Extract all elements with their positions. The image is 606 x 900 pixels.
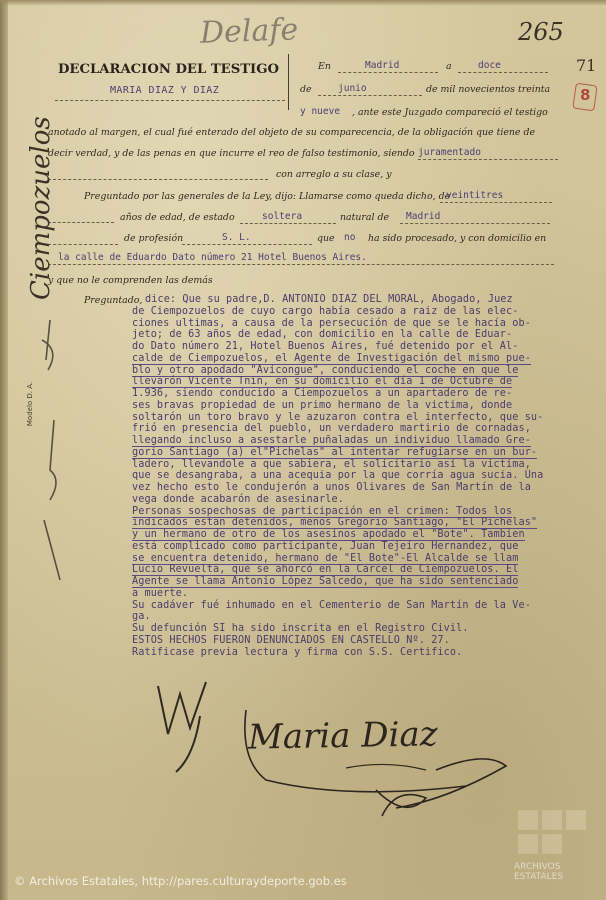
testimony-line: vez hecho esto le condujerón a unos Olivares de San Martín de la <box>132 482 531 493</box>
page-number-handwritten: 265 <box>518 18 564 46</box>
testimony-line: Lucio Revuelta, que se ahorcó en la Carcel de Ciempozuelos. El <box>132 564 519 576</box>
generales-no: no <box>344 232 356 243</box>
testimony-line: do Dato número 21, Hotel Buenos Aires, fué detenido por el Al- <box>132 341 519 352</box>
generales-birthplace: Madrid <box>406 211 441 222</box>
testimony-line: gorio Santiago (a) el"Pichelas" al intentar refugiarse en un bur- <box>132 446 538 458</box>
testimony-line: está complicado como participante, Juan Tejeiro Hernandez, que <box>132 540 519 552</box>
page-title: DECLARACION DEL TESTIGO <box>58 62 279 77</box>
testimony-line: que se desangraba, a una acequia por la que corría agua sucia. Una <box>132 470 544 482</box>
copyright-footer: © Archivos Estatales, http://pares.culturaydeporte.gob.es <box>14 874 347 888</box>
intro-en: En <box>318 61 331 72</box>
generales-age: veintitres <box>446 190 504 201</box>
margin-model-label: Modelo D. A. <box>26 381 35 427</box>
margin-handwritten-name: Ciempozuelos <box>26 116 56 300</box>
margin-scribbles <box>20 300 80 600</box>
intro-compared: , ante este Juzgado compareció el testigo <box>352 107 548 118</box>
intro-oath: juramentado <box>418 147 481 158</box>
generales-profession: S. L. <box>222 232 251 243</box>
testimony-line: ciones ultimas, a causa de la persecución de que se le hacía ob- <box>132 317 531 329</box>
testimony-line: llegando incluso a asestarle puñaladas un individuo llamado Gre- <box>132 435 531 446</box>
testimony-line: y un hermano de otro de los asesinos apodado el "Bote". Tambien <box>132 529 525 540</box>
initials-signature <box>150 676 220 776</box>
testimony-line: Personas sospechosas de participación en el crimen: Todos los <box>132 505 513 517</box>
intro-year-end: y nueve <box>300 106 341 117</box>
testimony-line: Su cadáver fué inhumado en el Cementerio de San Martín de la Ve- <box>132 599 531 611</box>
intro-line2: anotado al margen, el cual fué enterado del objeto de su comparecencia, de la obligación que tiene de <box>48 127 536 138</box>
red-stamp-digit: 8 <box>580 86 591 104</box>
generales-civil-status: soltera <box>262 211 303 222</box>
generales-address: la calle de Eduardo Dato número 21 Hotel Buenos Aires. <box>58 252 367 263</box>
intro-a: a <box>446 61 452 72</box>
signature-flourish <box>226 690 526 830</box>
generales-age-label: años de edad, de estado <box>120 212 235 223</box>
testimony-line: jeto; de 63 años de edad, con domicilio en la calle de Eduar- <box>132 329 513 341</box>
generales-natural-label: natural de <box>340 212 390 223</box>
generales-profession-label: de profesión <box>124 233 184 244</box>
testimony-line: llevarón Vicente Tnin, en su domicilio el día 1 de Octubre de <box>132 376 513 388</box>
testimony-line: ladero, llevandole a que sabiera, el solicitario así la victima, <box>132 458 531 470</box>
testimony-line: frió en presencia del pueblo, un verdadero martirio de cornadas, <box>132 423 531 435</box>
intro-city: Madrid <box>365 60 400 71</box>
generales-line1: Preguntado por las generales de la Ley, dijo: Llamarse como queda dicho, de <box>84 191 451 202</box>
witness-name: MARIA DIAZ Y DIAZ <box>110 85 220 96</box>
testimony-line: Su defunción SI ha sido inscrita en el Registro Civil. <box>132 623 469 634</box>
testimony-line: dice: Que su padre,D. ANTONIO DIAZ DEL MORAL, Abogado, Juez <box>145 294 513 305</box>
testimony-line: ses bravas propiedad de un primo hermano de la victima, donde <box>132 399 513 411</box>
testimony-line: a muerte. <box>132 587 189 599</box>
generales-demas: y que no le comprenden las demás <box>48 275 213 286</box>
intro-line3: decir verdad, y de las penas en que incurre el reo de falso testimonio, siendo <box>48 148 415 159</box>
intro-day: doce <box>478 60 501 71</box>
testimony-line: se encuentra detenido, hermano de "El Bote"-El Alcalde se llam <box>132 552 519 564</box>
testimony-line: soltarón un toro bravo y le azuzaron contra el interfecto, que su- <box>132 411 544 423</box>
testimony-line: 1.936, siendo conducido a Ciempozuelos a un apartadero de re- <box>132 388 513 399</box>
testimony-line: ga. <box>132 611 151 623</box>
intro-line4: con arreglo a su clase, y <box>276 169 392 180</box>
header-scribble: Delafe <box>199 12 299 51</box>
testimony-line: de Ciempozuelos de cuyo cargo había cesado a raiz de las elec- <box>132 305 519 317</box>
intro-year-text: de mil novecientos treinta <box>426 84 551 95</box>
generales-processed: ha sido procesado, y con domicilio en <box>368 233 547 244</box>
testimony-line: calde de Ciempozuelos, el Agente de Investigación del mismo pue- <box>132 352 531 364</box>
page-number-printed: 71 <box>576 56 597 75</box>
witness-signature: Maria Diaz <box>247 714 438 758</box>
testimony-line: blo y otro apodado "Avicongue", conduciendo el coche en que le <box>132 364 519 376</box>
archive-logo-text: ARCHIVOS ESTATALES <box>514 862 564 882</box>
testimony-line: indicados estan detenidos, menos Gregorio Santiago, "El Pichelas" <box>132 517 538 529</box>
intro-month: junio <box>338 83 367 94</box>
testimony-line: Agente se llama Antonio López Salcedo, que ha sido sentenciado <box>132 576 519 587</box>
testimony-line: ESTOS HECHOS FUERON DENUNCIADOS EN CASTELLO Nº. 27. <box>132 634 450 646</box>
intro-de: de <box>300 84 312 95</box>
generales-que: que <box>317 233 335 244</box>
testimony-line: vega donde acabarón de asesinarle. <box>132 493 344 505</box>
testimony-label: Preguntado, <box>84 295 143 306</box>
testimony-line: Ratificase previa lectura y firma con S.S. Certifico. <box>132 646 463 658</box>
